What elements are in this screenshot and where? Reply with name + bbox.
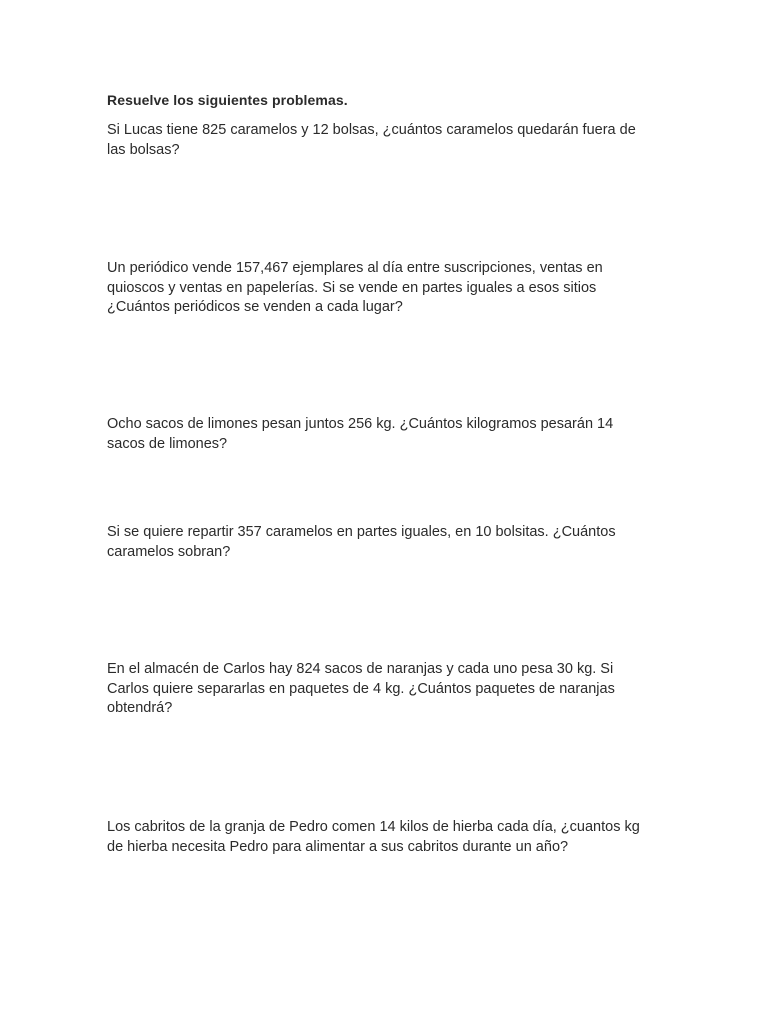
problem-line: sacos de limones? [107,435,228,452]
problem-line: obtendrá? [107,700,173,716]
problem-line: caramelos sobran? [107,543,231,560]
problem-4 [107,523,667,562]
problem-line: ¿Cuántos periódicos se venden a cada lugar? [107,299,403,315]
problem-line: quioscos y ventas en papelerías. Si se vende en partes iguales a esos sitios [107,279,597,296]
problem-line: Si se quiere repartir 357 caramelos en partes iguales, en 10 bolsitas. ¿Cuántos [107,524,616,540]
problem-6 [107,818,667,857]
problem-line: Ocho sacos de limones pesan juntos 256 kg. ¿Cuántos kilogramos pesarán 14 [107,416,614,432]
problem-line: Los cabritos de la granja de Pedro comen 14 kilos de hierba cada día, ¿cuantos kg [107,819,640,835]
problem-line: En el almacén de Carlos hay 824 sacos de naranjas y cada uno pesa 30 kg. Si [107,661,614,677]
problem-line: las bolsas? [107,141,180,158]
problem-line: Si Lucas tiene 825 caramelos y 12 bolsas, ¿cuántos caramelos quedarán fuera de [107,122,636,138]
problem-1 [107,121,667,160]
worksheet-heading: Resuelve los siguientes problemas. [107,92,348,108]
problem-3 [107,415,667,454]
problem-line: de hierba necesita Pedro para alimentar a sus cabritos durante un año? [107,838,569,855]
problem-line: Carlos quiere separarlas en paquetes de 4 kg. ¿Cuántos paquetes de naranjas [107,680,615,697]
problem-2 [107,259,667,318]
problem-line: Un periódico vende 157,467 ejemplares al día entre suscripciones, ventas en [107,260,603,276]
problem-5 [107,660,667,719]
